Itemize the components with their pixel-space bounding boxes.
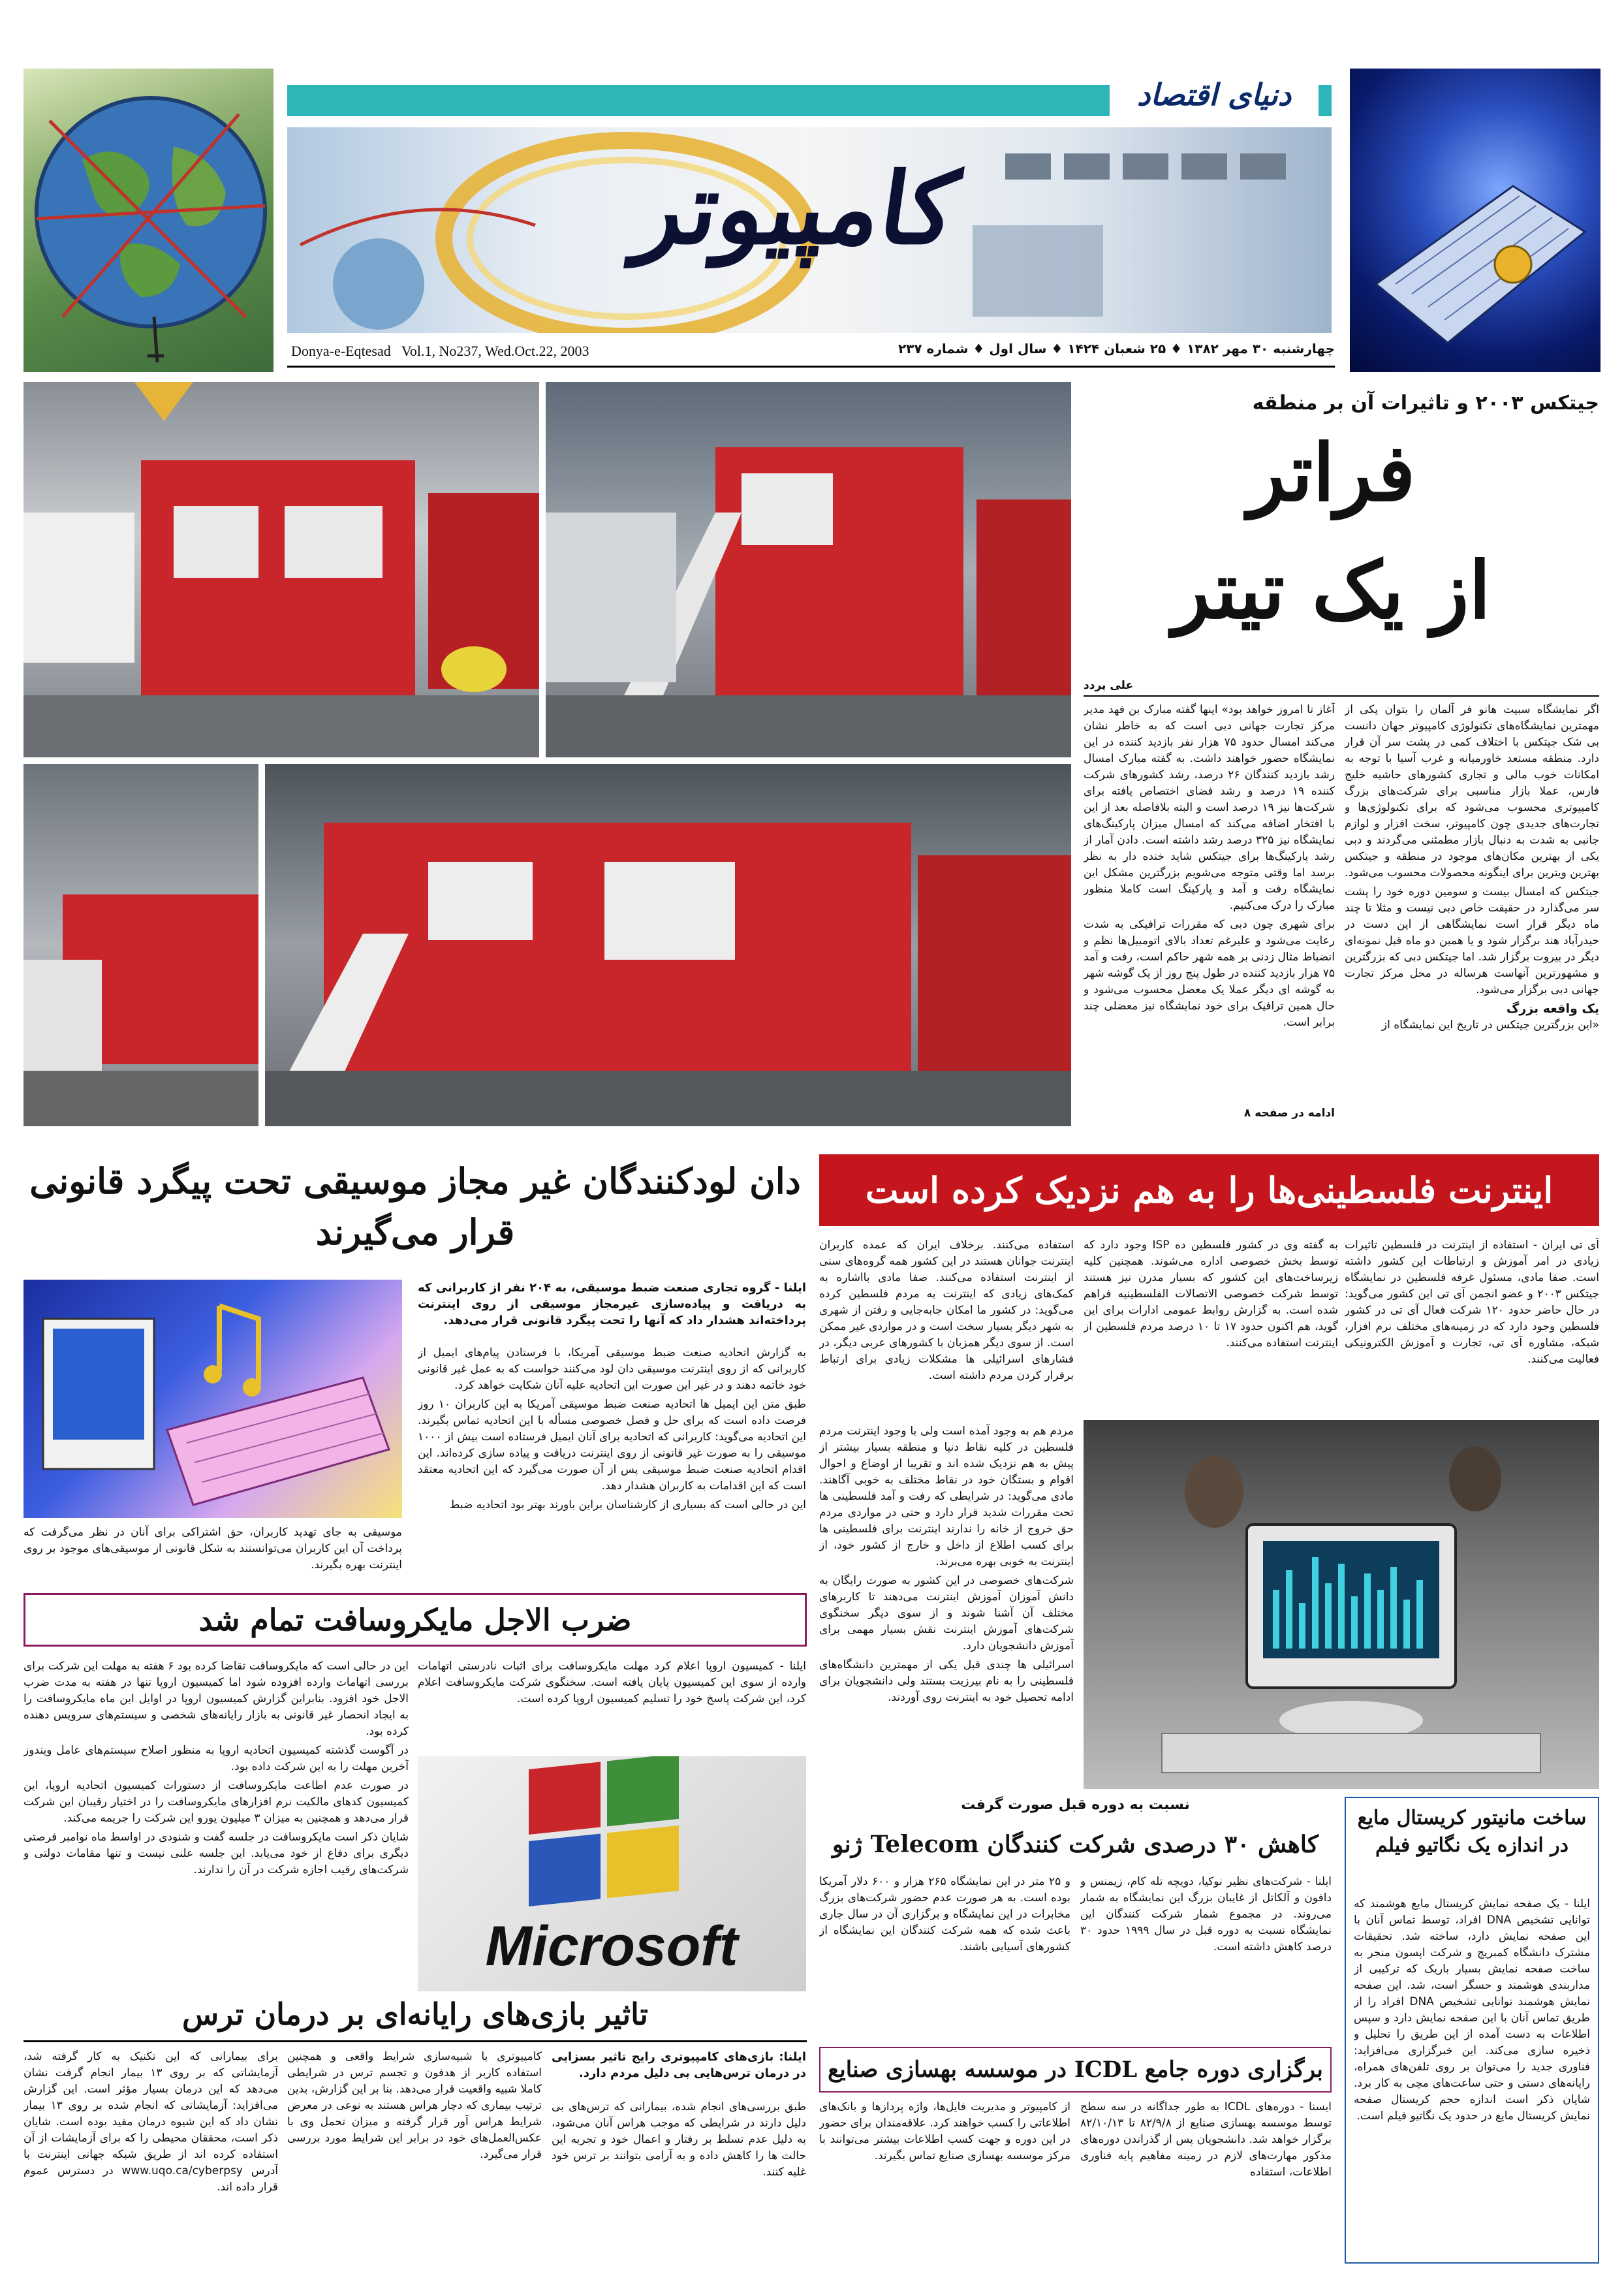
palestine-col-4	[819, 1423, 1074, 1789]
palestine-col-1: آی تی ایران - استفاده از اینترنت در فلسطین تاثیرات زیادی در امر آموزش و ارتباطات این کشور داشته است. صفا مادی، مسئول غرفه فلسطین در نمایشگاه جیتکس ۲۰۰۳ و عضو انجمن آی تی این کشور می‌گوید: در حال حاضر حدود ۱۲۰ شرکت فعال آی تی در کشور فلسطین وجود دارد که در زمینه‌های مختلف نرم افزار، شبکه، مشاوره آی تی، تجارت و آموزش الکترونیکی فعالیت می‌کنند.	[1345, 1239, 1599, 1366]
telecom-kicker: نسبت به دوره قبل صورت گرفت	[961, 1797, 1190, 1813]
microsoft-logo-image	[418, 1756, 806, 1991]
microsoft-col-right: ایلنا - کمیسیون اروپا اعلام کرد مهلت مایکروسافت برای اثبات نادرستی اتهامات وارده از سوی این کمیسیون پایان یافته است. سخنگوی شرکت مایکروسافت اعلام کرد، این شرکت پاسخ خود را تسلیم کمیسیون اروپا کرده است.	[418, 1660, 806, 1705]
lead-paragraph: «این بزرگترین جیتکس در تاریخ این نمایشگاه از	[1381, 1019, 1599, 1032]
microsoft-paragraph: در آگوست گذشته کمیسیون اتحادیه اروپا به منظور اصلاح سیستم‌های عامل ویندوز آخرین مهلت را به این شرکت داده بود.	[23, 1744, 409, 1773]
microsoft-paragraph: در صورت عدم اطاعت مایکروسافت از دستورات کمیسیون اتحادیه اروپا، این کمیسیون کدهای مالکیت نرم افزارهای مایکروسافت را در اختیار رقیبان این شرکت قرار می‌دهد و همچنین به میزان ۳ میلیون یورو این شرکت را جریمه می‌کند.	[23, 1779, 409, 1825]
music-tail: موسیقی به جای تهدید کاربران، حق اشتراکی برای آنان در نظر می‌گرفت که پرداخت آن این کاربران می‌توانستند به شکل قانونی از موسیقی‌های موجود بر روی اینترنت بهره بگیرند.	[23, 1526, 402, 1572]
palestine-headline-bar: اینترنت فلسطینی‌ها را به هم نزدیک کرده است	[819, 1154, 1599, 1226]
lead-column-left	[1084, 702, 1335, 1103]
masthead	[0, 0, 1624, 379]
lead-headline-1: فراتر	[1247, 427, 1416, 519]
music-paragraph: طبق متن این ایمیل ها اتحادیه صنعت ضبط موسیقی آمریکا به این کاربران ۱۰ روز فرصت داده است که برای حل و فصل خصوصی مسأله با این اتحادیه تماس بگیرند. این اتحادیه می‌گوید: کاربرانی که اتحادیه برای آنان ایمیل فرستاده است بیش از ۱۰۰۰ موسیقی را به صورت غیر قانونی از روی اینترنت دریافت و پیاده سازی کرده‌اند. این اقدام اتحادیه صنعت ضبط موسیقی پس از آن صورت می‌گیرد که این اتحادیه معتقد است که این اقدامات به کاربران هشدار دهد.	[418, 1398, 806, 1493]
microsoft-paragraph: این در حالی است که مایکروسافت تقاضا کرده بود ۶ هفته به مهلت این شرکت برای بررسی اتهامات وارده افزوده شود اما کمیسیون اروپا تنها در هفته به مدت ضرب الاجل خود افزود. بنابراین گزارش کمیسیون اروپا در اوایل این ماه مایکروسافت را به ایجاد انحصار غیر قانونی به بازار رایانه‌های شخصی و سیستم‌های سرویس دهنده کرده بود.	[23, 1660, 409, 1738]
games-col-2: کامپیوتری با شبیه‌سازی شرایط واقعی و همچنین استفاده کاربر از هدفون و تجسم ترس در شرایطی کاملا شبیه واقعیت قرار می‌دهد. بنا بر این گزارش، بدین ترتیب بیماری که دچار هراس هستند به نوعی در معرض شرایط هراس آور قرار گرفته و میزان تحمل وی با عکس‌العمل‌های خود در برابر این شرایط مورد بررسی قرار می‌گیرد.	[287, 2050, 542, 2161]
lead-continued: ادامه در صفحه ۸	[1243, 1107, 1335, 1120]
palestine-col-3: استفاده می‌کنند. برخلاف ایران که عمده کاربران اینترنت جوانان هستند در این کشور همه گروه‌های سنی از اینترنت استفاده می‌کنند. صفا مادی بااشاره به کمک‌های زیادی که اینترنت به مردم فلسطین کرده می‌گوید: در کشور ما امکان جابه‌جایی و رفتن از شهری به شهر دیگر بسیار سخت است و در مواردی غیر ممکن است. از سوی دیگر همزبان با کشورهای عربی دیگر، در فشارهای اسرائیلی ها مشکلات زیادی برای ارتباط برقرار کردن مردم داشته است.	[819, 1239, 1074, 1382]
dateline-persian: چهارشنبه ۳۰ مهر ۱۳۸۲ ♦ ۲۵ شعبان ۱۴۲۴ ♦ سال اول ♦ شماره ۲۳۷	[898, 341, 1335, 356]
monitor-headline: ساخت مانیتور کریستال مایع در اندازه یک نگاتیو فیلم	[1357, 1807, 1587, 1857]
telecom-col-2: و ۲۵ متر در این نمایشگاه ۲۶۵ هزار و ۶۰۰ دلار آمریکا بوده است. به هر صورت عدم حضور شرکت‌های بزرگ مخابرات در این نمایشگاه و برگزاری آن در سال جاری باعث شده که همه شرکت کنندگان این نمایشگاه از کشورهای آسیایی باشند.	[819, 1875, 1070, 1953]
monitor-box	[1345, 1797, 1599, 2264]
telecom-col-1: ایلنا - شرکت‌های نظیر نوکیا، دویچه تله کام، زیمنس و دافون و آلکاتل از غایبان بزرگ این نمایشگاه به شمار می‌روند. در مجموع شمار شرکت کنندگان این نمایشگاه نسبت به دوره قبل در سال ۱۹۹۹ حدود ۳۰ درصد کاهش داشته است.	[1080, 1875, 1332, 1953]
telecom-headline: کاهش ۳۰ درصدی شرکت کنندگان Telecom ژنو	[832, 1831, 1319, 1858]
lead-rule	[1084, 695, 1599, 697]
games-col-3: برای بیمارانی که این تکنیک به کار گرفته شد، آزمایشاتی که بر روی ۱۳ بیمار انجام گرفت نشان می‌دهد که این درمان بسیار مؤثر است. این گزارش می‌افزاید: آزمایشاتی که انجام شده بر روی ۱۳ بیمار نشان داد که این شیوه درمان مفید بوده است. شایان ذکر است، محققان محیطی را که برای آزمایشات از آن استفاده کرده اند از طریق شبکه جهانی اینترنت با آدرس www.uqo.ca/cyberpsy در دسترس عموم قرار داده اند.	[23, 2050, 278, 2194]
games-headline: تاثیر بازی‌های رایانه‌ای بر درمان ترس	[182, 1997, 648, 2032]
lead-photo-collage	[23, 382, 1071, 1126]
games-col-1: طبق بررسی‌های انجام شده، بیمارانی که ترس‌های بی دلیل دارند در شرایطی که موجب هراس آنان می‌شود، به دلیل عدم تسلط بر رفتار و اعمال خود و تجربه این حالت ها را کاهش داده و به آرامی بتوانند بر ترس خود غلبه کنند.	[552, 2100, 806, 2179]
music-body	[418, 1345, 806, 1600]
music-intro: ایلنا - گروه تجاری صنعت ضبط موسیقی، به ۲۰۴ نفر از کاربرانی که به دریافت و پیاده‌سازی غیرمجاز موسیقی از روی اینترنت پرداخته‌اند هشدار داد که آنها را تحت پیگرد قانونی قرار می‌دهد.	[418, 1281, 806, 1327]
dateline-latin: Donya-e-Eqtesad Vol.1, No237, Wed.Oct.22, 2003	[291, 343, 589, 359]
microsoft-paragraph: شایان ذکر است مایکروسافت در جلسه گفت و شنودی در اواسط ماه نوامبر فرصتی دیگری برای دفاع از خود می‌یابد. این جلسه علنی نیست و تنها مقامات دولتی و شرکت‌های رقیب اجازه شرکت در آن را ندارند.	[23, 1831, 409, 1876]
microsoft-headline-box: ضرب الاجل مایکروسافت تمام شد	[23, 1593, 807, 1647]
palestine-paragraph: شرکت‌های خصوصی در این کشور به صورت رایگان به دانش آموزان آموزش اینترنت می‌دهند تا کاربرهای مختلف آن آشنا شوند و از سوی دیگر سخنگوی شرکت‌های آموزش اینترنت نقش بسیار مهمی برای آموزش دانشجویان دارد.	[819, 1574, 1074, 1652]
games-rule	[23, 2040, 807, 2042]
lead-headline-2: از یک تیتر	[1172, 545, 1491, 637]
lead-column-right	[1345, 702, 1599, 1126]
lead-paragraph: آغاز تا امروز خواهد بود» اینها گفته مبارک بن فهد مدیر مرکز تجارت جهانی دبی است که به خاطر نشان می‌کند امسال حدود ۷۵ هزار نفر بازدید کننده در این نمایشگاه حضور خواهند داشت. به گفته مبارک امسال رشد بازدید کنندگان ۲۶ درصد، رشد کشورهای شرکت کننده ۱۹ درصد و رشد فضای اختصاص یافته برای شرکت‌ها نیز ۱۹ درصد است و البته بلافاصله بعد از این با افتخار اضافه می‌کند که امسال میزان پارکینگ‌های نمایشگاه نیز ۳۲۵ درصد رشد داشته است. دادن آمار از رشد پارکینگ‌ها برای جیتکس شاید خنده دار به نظر برسد اما وقتی متوجه می‌شویم بزرگترین مشکل این نمایشگاه رفت و آمد و پارکینگ است کاملا منظور مبارک را درک می‌کنیم.	[1084, 703, 1335, 912]
music-paragraph: به گزارش اتحادیه صنعت ضبط موسیقی آمریکا، با فرستادن پیام‌های ایمیل از کاربرانی که از روی اینترنت موسیقی دان لود می‌کنند خواست که به عمل غیر قانونی خود خاتمه دهند و در غیر این صورت این اتحادیه علیه آنان شکایت خواهد کرد.	[418, 1346, 806, 1392]
lead-paragraph: جیتکس که امسال بیست و سومین دوره خود را پشت سر می‌گذارد در حقیقت خاص دبی نیست و مثلا تا چند ماه دیگر قرار است نمایشگاهی از این دست در حیدرآباد هند برگزار شود و یا همین دو ماه قبل نمونه‌ای دیگر در بیروت برگزار شد. اما جیتکس دبی که بزرگترین و مشهورترین آنهاست هرساله در محل مرکز تجارت جهانی دبی برگزار می‌شود.	[1345, 885, 1599, 996]
lead-kicker: جیتکس ۲۰۰۳ و تاثیرات آن بر منطقه	[1252, 392, 1599, 415]
masthead-rule	[287, 366, 1335, 368]
monitor-body: ایلنا - یک صفحه نمایش کریستال مایع هوشمند که توانایی تشخیص DNA افراد، توسط تماس آنان با این صفحه نمایش دارد، ساخته شد. تحقیقات مشترک دانشگاه کمبریج و شرکت اپسون منجر به ساخت صفحه نمایش بسیار باریک که ترکیبی از مداربندی هوشمند و حسگر است، شد. این صفحه نمایش هوشمند توانایی تشخیص DNA افراد را از طریق تماس آنان با این صفحه نمایش دارد و سپس اطلاعات به دست آمده از این طریق را تحلیل و ذخیره سازی می‌کند. این خبرگزاری می‌افزاید: فناوری جدید را می‌توان بر روی تلفن‌های همراه، رایانه‌های دستی و حتی ساعت‌های مچی به کار برد. شایان ذکر است اندازه حجم کریستال صفحه نمایش کریستال مایع در حدود یک نگاتیو فیلم است.	[1354, 1897, 1590, 2123]
section-title: کامپیوتر	[629, 151, 965, 266]
palestine-col-2: به گفته وی در کشور فلسطین ده ISP وجود دارد که توسط بخش خصوصی اداره می‌شوند. همچنین کلیه زیرساخت‌های این کشور که بسیار مدرن نیز هستند توسط شرکت خصوصی الاتصالات الفلسطینیه فراهم شده است. به گزارش روابط عمومی ادارات برای این گوید، هم اکنون حدود ۱۷ تا ۱۰ درصد مردم فلسطین از اینترنت استفاده می‌کنند.	[1084, 1239, 1338, 1350]
music-paragraph: این در حالی است که بسیاری از کارشناسان براین باورند بهتر بود اتحادیه ضبط	[449, 1498, 806, 1511]
icdl-col-1: ایسنا - دوره‌های ICDL به طور جداگانه در سه سطح توسط موسسه بهسازی صنایع از ۸۲/۹/۸ تا ۸۲/۱۰/۱۳ برگزار خواهد شد. دانشجویان پس از گذراندن دوره‌های مذکور مهارت‌های لازم در زمینه مفاهیم پایه فناوری اطلاعات، استفاده	[1080, 2100, 1332, 2179]
gitex-photo-3	[23, 764, 258, 1126]
lead-paragraph: اگر نمایشگاه سبیت هانو فر آلمان را بتوان یکی از مهمترین نمایشگاه‌های تکنولوژی کامپیوتر جهان دانست بی شک جیتکس با اختلاف کمی در پشت سر آن قرار دارد. منطقه مستعد خاورمیانه و غرب آسیا با توجه به امکانات خوب مالی و تجاری کشورهای حاشیه خلیج فارس، عملا بازار مناسبی برای شرکت‌های بزرگ کامپیوتری محسوب می‌شود که برای تکنولوژی‌ها و تجارت‌های جدیدی چون کامپیوتر، سخت افزار و لوازم جانبی به شدت به دنبال بازار مطمئنی می‌گردند و دبی یکی از بهترین مکان‌های موجود در منطقه و جیتکس بهترین ویترین برای اینگونه محصولات محسوب می‌شود.	[1345, 703, 1599, 879]
gitex-photo-4	[265, 764, 1071, 1126]
brand-logo: دنیای اقتصاد	[1110, 77, 1319, 123]
gitex-photo-2	[546, 382, 1071, 757]
gitex-photo-1	[23, 382, 539, 757]
icdl-headline-box: برگزاری دوره جامع ICDL در موسسه بهسازی صنایع	[819, 2047, 1332, 2093]
palestine-paragraph: مردم هم به وجود آمده است ولی با وجود اینترنت مردم فلسطین در کلیه نقاط دنیا و منطقه بسیار بیشتر از پیش به هم نزدیک شده اند و تقریبا از اوضاع و احوال اقوام و بستگان خود در نقاط مختلف به خوبی آگاهند. مادی می‌گوید: در شرایطی که رفت و آمد فلسطینی ها تحت مقررات شدید قرار دارد و حتی در مواردی مردم حق خروج از خانه را ندارند اینترنت برای فلسطینی ها برای کسب اطلاع از داخل و خارج از کشور خود، از اینترنت به خوبی بهره می‌برند.	[819, 1425, 1074, 1568]
icdl-col-2: از کامپیوتر و مدیریت فایل‌ها، واژه پردازها و بانک‌های اطلاعاتی را کسب خواهند کرد. علاقه‌مندان برای حضور در این دوره و جهت کسب اطلاعات بیشتر می‌توانند با مرکز موسسه بهسازی صنایع تماس بگیرند.	[819, 2100, 1070, 2162]
games-subhead: ایلنا: بازی‌های کامپیوتری رایج تاثیر بسزایی در درمان ترس‌هایی بی دلیل مردم دارد.	[552, 2050, 806, 2080]
globe-image	[23, 69, 273, 372]
music-headline: دان لودکنندگان غیر مجاز موسیقی تحت پیگرد قانونی قرار می‌گیرند	[29, 1160, 801, 1253]
microsoft-logo-text: Microsoft	[485, 1915, 738, 1978]
lead-subhead: یک واقعه بزرگ	[1506, 1002, 1599, 1016]
keyboard-image	[1350, 69, 1601, 372]
lead-byline: علی پردد	[1084, 679, 1134, 692]
palestine-paragraph: اسرائیلی ها چندی قبل یکی از مهمترین دانشگاه‌های فلسطینی را به نام بیرزیت بستند ولی دانشجویان برای ادامه تحصیل خود به اینترنت روی آوردند.	[819, 1658, 1074, 1704]
palestine-photo	[1084, 1420, 1599, 1789]
lead-paragraph: برای شهری چون دبی که مقررات ترافیکی به شدت رعایت می‌شود و علیرغم تعداد بالای اتومبیل‌ها نظم و انضباط مثال زدنی بر همه شهر حاکم است، رفت و آمد ۷۵ هزار بازدید کننده در طول پنج روز از یک گوشه شهر به گوشه ای دیگر عملا یک معضل محسوب می‌شود و حال همین ترافیک برای خود نمایشگاه نیز معضلی چند برابر است.	[1084, 918, 1335, 1029]
music-illustration	[23, 1280, 402, 1518]
microsoft-col-left	[23, 1658, 409, 1991]
